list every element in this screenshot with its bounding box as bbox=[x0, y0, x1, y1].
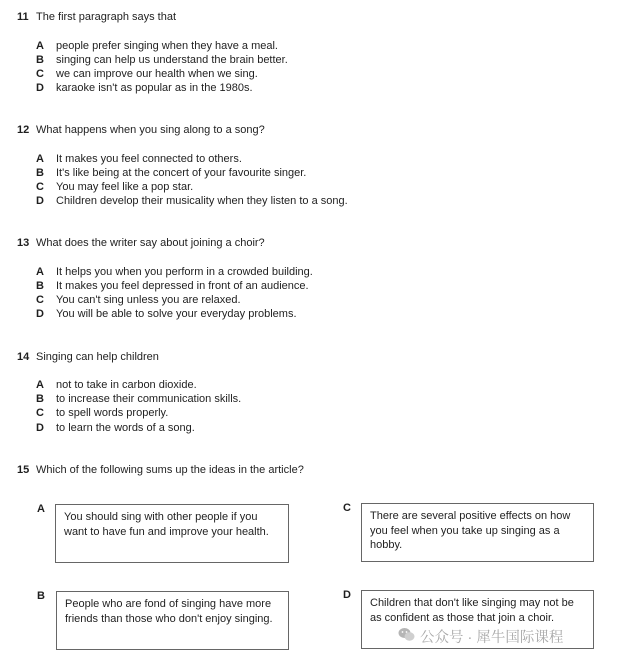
option-14-c bbox=[36, 406, 168, 420]
option-text: to learn the words of a song. bbox=[56, 422, 195, 434]
option-text: You will be able to solve your everyday problems. bbox=[56, 308, 297, 320]
question-15 bbox=[17, 464, 304, 476]
option-text: It makes you feel depressed in front of an audience. bbox=[56, 280, 309, 292]
option-text: people prefer singing when they have a meal. bbox=[56, 40, 278, 52]
option-13-b bbox=[36, 279, 309, 293]
question-text: What does the writer say about joining a choir? bbox=[36, 237, 265, 249]
option-letter: A bbox=[36, 379, 44, 391]
watermark-text: 公众号 · 犀牛国际课程 bbox=[420, 630, 564, 646]
question-number: 14 bbox=[17, 351, 30, 363]
option-11-c bbox=[36, 67, 258, 81]
option-letter: C bbox=[36, 68, 44, 80]
option-text: to increase their communication skills. bbox=[56, 393, 242, 405]
box-letter-d: D bbox=[343, 589, 351, 601]
option-text: karaoke isn't as popular as in the 1980s. bbox=[56, 82, 253, 94]
question-14 bbox=[17, 351, 159, 363]
option-letter: A bbox=[36, 153, 44, 165]
option-letter: B bbox=[36, 280, 44, 292]
question-number: 12 bbox=[17, 124, 30, 136]
option-13-a bbox=[36, 265, 313, 279]
question-text: Which of the following sums up the ideas in the article? bbox=[36, 464, 304, 476]
question-11 bbox=[17, 11, 176, 23]
option-text: Children develop their musicality when they listen to a song. bbox=[56, 195, 348, 207]
option-11-d bbox=[36, 81, 253, 95]
option-letter: B bbox=[36, 393, 44, 405]
option-letter: D bbox=[36, 82, 44, 94]
option-letter: C bbox=[36, 181, 44, 193]
option-11-b bbox=[36, 53, 288, 67]
question-text: Singing can help children bbox=[36, 351, 159, 363]
option-letter: A bbox=[36, 266, 44, 278]
option-letter: B bbox=[36, 54, 44, 66]
option-letter: C bbox=[36, 407, 44, 419]
option-12-b bbox=[36, 166, 306, 180]
option-text: It helps you when you perform in a crowded building. bbox=[56, 266, 313, 278]
option-text: not to take in carbon dioxide. bbox=[56, 379, 197, 391]
option-letter: D bbox=[36, 195, 44, 207]
question-text: The first paragraph says that bbox=[36, 11, 177, 23]
option-letter: A bbox=[36, 40, 44, 52]
option-letter: D bbox=[36, 422, 44, 434]
question-number: 15 bbox=[17, 464, 30, 476]
summary-box-b: People who are fond of singing have more friends than those who don't enjoy singing. bbox=[56, 591, 289, 650]
box-letter-c: C bbox=[343, 502, 351, 514]
option-13-d bbox=[36, 307, 297, 321]
question-text: What happens when you sing along to a song? bbox=[36, 124, 265, 136]
option-12-d bbox=[36, 194, 348, 208]
option-text: to spell words properly. bbox=[56, 407, 169, 419]
box-letter-b: B bbox=[37, 590, 45, 602]
option-12-a bbox=[36, 152, 242, 166]
option-text: It's like being at the concert of your favourite singer. bbox=[56, 167, 307, 179]
option-text: You can't sing unless you are relaxed. bbox=[56, 294, 241, 306]
option-14-d bbox=[36, 421, 195, 435]
box-letter-a: A bbox=[37, 503, 45, 515]
wechat-icon bbox=[398, 627, 415, 646]
watermark bbox=[398, 626, 563, 647]
option-12-c bbox=[36, 180, 193, 194]
option-11-a bbox=[36, 39, 278, 53]
option-13-c bbox=[36, 293, 241, 307]
option-letter: D bbox=[36, 308, 44, 320]
option-text: It makes you feel connected to others. bbox=[56, 153, 242, 165]
option-14-a bbox=[36, 378, 197, 392]
option-14-b bbox=[36, 392, 241, 406]
option-text: we can improve our health when we sing. bbox=[56, 68, 258, 80]
option-letter: B bbox=[36, 167, 44, 179]
summary-box-d: Children that don't like singing may not be as confident as those that join a choir. bbox=[361, 590, 594, 649]
question-number: 11 bbox=[17, 11, 29, 23]
question-13 bbox=[17, 237, 265, 249]
option-text: You may feel like a pop star. bbox=[56, 181, 194, 193]
option-text: singing can help us understand the brain better. bbox=[56, 54, 288, 66]
option-letter: C bbox=[36, 294, 44, 306]
question-number: 13 bbox=[17, 237, 30, 249]
summary-box-c: There are several positive effects on how you feel when you take up singing as a hobby. bbox=[361, 503, 594, 562]
summary-box-a: You should sing with other people if you want to have fun and improve your health. bbox=[55, 504, 289, 563]
question-12 bbox=[17, 124, 265, 136]
